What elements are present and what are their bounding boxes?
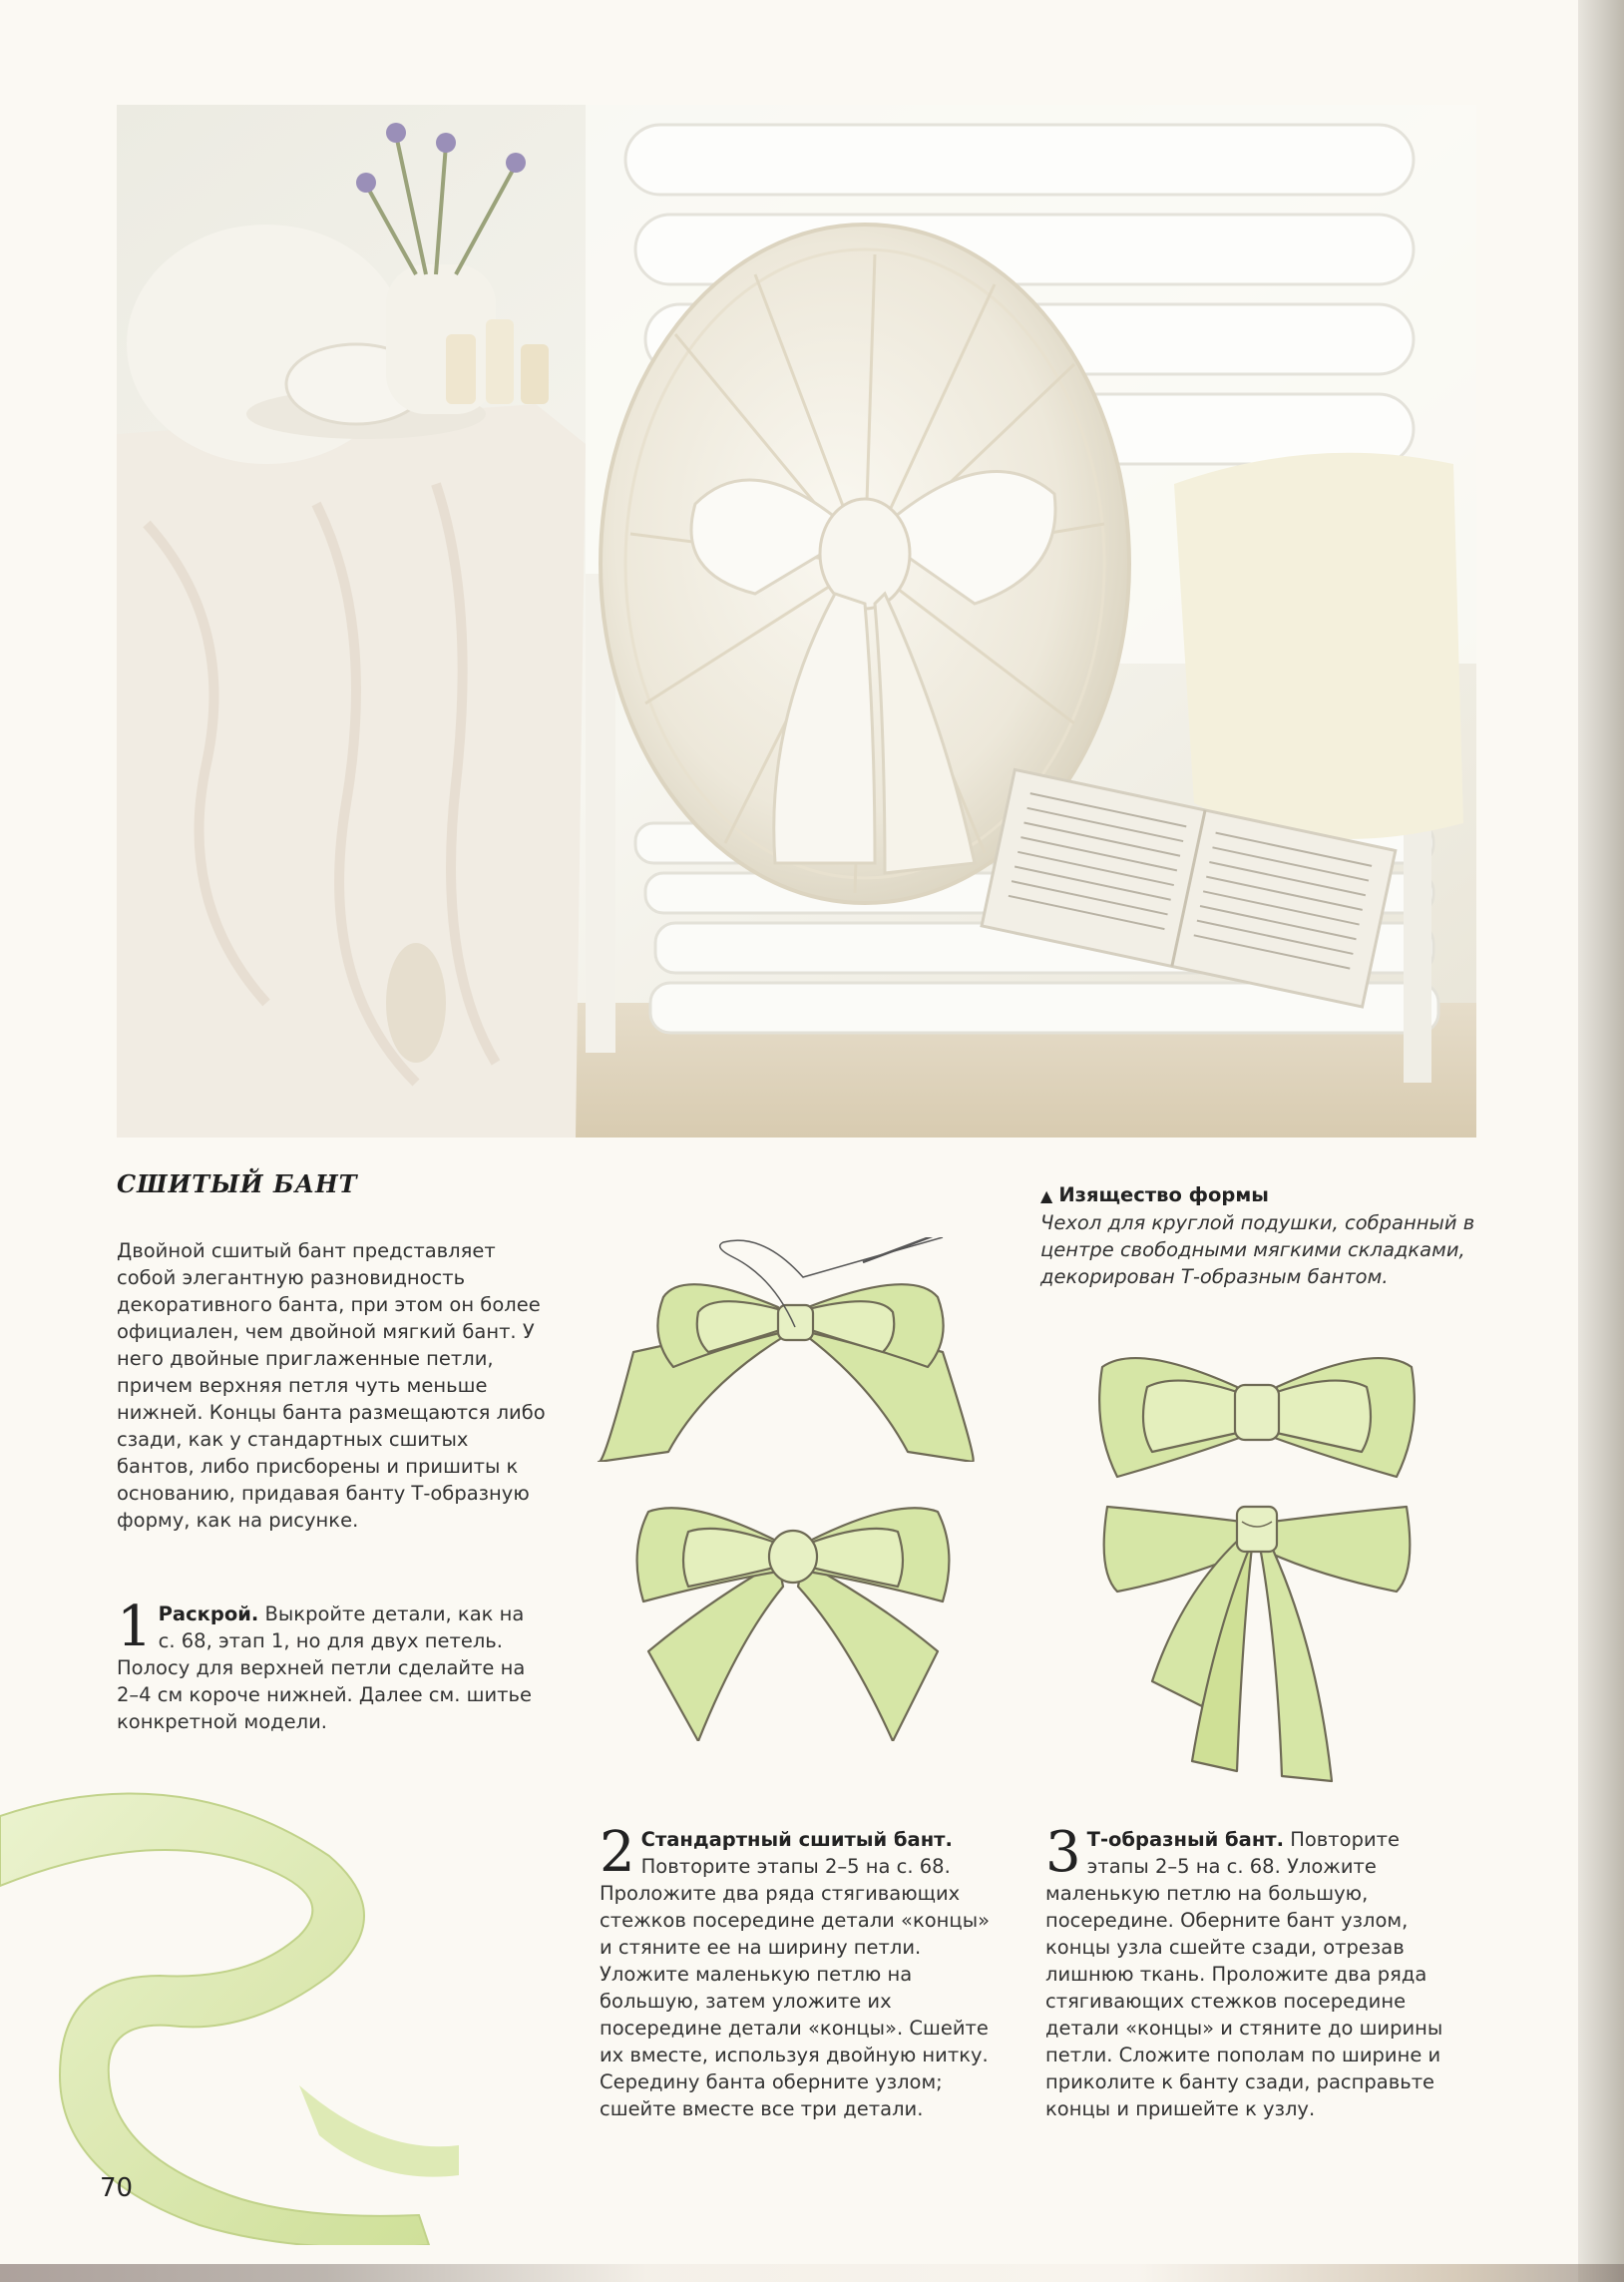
t-bow-loops-illustration <box>1097 1347 1417 1487</box>
triangle-up-icon: ▲ <box>1040 1186 1053 1205</box>
standard-bow-with-needle-illustration <box>594 1237 983 1462</box>
page-number: 70 <box>100 2173 134 2203</box>
step-1-number: 1 <box>117 1595 153 1659</box>
page-edge <box>1578 0 1624 2282</box>
step-3-text: Повторите этапы 2–5 на с. 68. Уложите маленькую петлю на большую, посередине. Оберните бант узлом, концы узла сшейте сзади, отрезав лишнюю ткань. Проложите два ряда стягивающих стежков посередине детали «концы» и стяните до ширины петли. Сложите пополам по ширине и приколите к банту сзади, расправьте концы и пришейте к узлу. <box>1045 1828 1443 2120</box>
section-heading: СШИТЫЙ БАНТ <box>117 1169 358 1198</box>
photo-round-pillow-with-bow <box>117 105 1476 1138</box>
step-2 <box>600 1820 1004 2122</box>
step-2-number: 2 <box>600 1820 635 1885</box>
caption-title: Изящество формы <box>1058 1183 1269 1206</box>
caption-text: Чехол для круглой подушки, собранный в центре свободными мягкими складками, декорирован Т-образным бантом. <box>1040 1211 1475 1288</box>
intro-paragraph: Двойной сшитый бант представляет собой элегантную разновидность декоративного банта, при этом он более официален, чем двойной мягкий бант. У него двойные приглаженные петли, причем верхняя петля чуть меньше нижней. Концы банта размещаются либо сзади, как у стандартных сшитых бантов, либо присборены и пришиты к основанию, придавая банту Т-образную форму, как на рисунке. <box>117 1239 546 1532</box>
step-3 <box>1045 1820 1464 2122</box>
step-1-title: Раскрой. <box>158 1602 259 1625</box>
bottom-scan-strip <box>0 2264 1624 2282</box>
decorative-ribbon-illustration <box>0 1776 459 2245</box>
step-3-number: 3 <box>1045 1820 1081 1885</box>
step-2-title: Стандартный сшитый бант. <box>640 1828 953 1851</box>
finished-standard-bow-illustration <box>628 1492 958 1741</box>
step-3-title: Т-образный бант. <box>1086 1828 1285 1851</box>
step-1-text: Выкройте детали, как на с. 68, этап 1, но для двух петель. Полосу для верхней петли сделайте на 2–4 см короче нижней. Далее см. шитье конкретной модели. <box>117 1602 532 1733</box>
photo-caption <box>1040 1181 1479 1290</box>
step-1 <box>117 1595 546 1735</box>
t-bow-with-tails-illustration <box>1102 1492 1412 1791</box>
step-2-text: Повторите этапы 2–5 на с. 68. Проложите два ряда стягивающих стежков посередине детали «концы» и стяните ее на ширину петли. Уложите маленькую петлю на большую, затем уложите их посередине детали «концы». Сшейте их вместе, используя двойную нитку. Середину банта оберните узлом; сшейте вместе все три детали. <box>600 1855 991 2120</box>
